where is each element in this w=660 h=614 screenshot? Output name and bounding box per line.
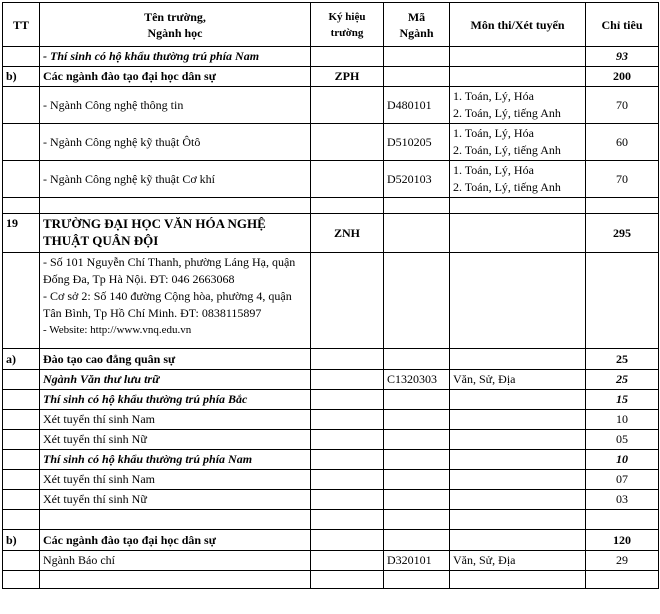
subject-option-1: 1. Toán, Lý, Hóa: [453, 163, 534, 177]
row-quota: 15: [586, 390, 659, 410]
row-major-code: D520103: [384, 161, 450, 198]
header-code-line2: trường: [330, 26, 364, 39]
row-tt: a): [3, 349, 40, 370]
row-subjects: [450, 87, 586, 124]
row-quota: 93: [586, 47, 659, 67]
header-major-line2: Ngành: [399, 25, 434, 40]
table-row: [3, 161, 659, 198]
row-subjects: [450, 161, 586, 198]
row-tt: b): [3, 67, 40, 87]
subject-option-2: 2. Toán, Lý, tiếng Anh: [453, 180, 561, 194]
row-name: - Ngành Công nghệ kỹ thuật Ôtô: [40, 124, 311, 161]
row-major-code: D510205: [384, 124, 450, 161]
row-name: Ngành Báo chí: [40, 551, 311, 571]
header-name-line1: Tên trường,: [144, 9, 206, 24]
row-name: Xét tuyển thí sinh Nam: [40, 470, 311, 490]
row-major-code: C1320303: [384, 370, 450, 390]
row-quota: 70: [586, 161, 659, 198]
row-name: Xét tuyển thí sinh Nữ: [40, 430, 311, 450]
table-row: [3, 450, 659, 470]
table-row: [3, 470, 659, 490]
table-row: [3, 370, 659, 390]
table-row: [3, 490, 659, 510]
row-major-code: D320101: [384, 551, 450, 571]
table-row: [3, 551, 659, 571]
spacer-row: [3, 571, 659, 589]
row-name: Đào tạo cao đẳng quân sự: [40, 349, 311, 370]
row-quota: 70: [586, 87, 659, 124]
row-quota: 07: [586, 470, 659, 490]
row-name: Thí sinh có hộ khẩu thường trú phía Bắc: [40, 390, 311, 410]
row-name: Các ngành đào tạo đại học dân sự: [40, 67, 311, 87]
spacer-row: [3, 510, 659, 530]
row-subjects: Văn, Sử, Địa: [450, 370, 586, 390]
row-name: - Thí sinh có hộ khẩu thường trú phía Nam: [40, 47, 311, 67]
table-row: [3, 390, 659, 410]
subject-option-2: 2. Toán, Lý, tiếng Anh: [453, 143, 561, 157]
row-tt: 19: [3, 214, 40, 253]
address-main: - Số 101 Nguyễn Chí Thanh, phường Láng Hạ, quận Đống Đa, Tp Hà Nội. ĐT: 046 2663068: [43, 255, 296, 286]
website-link[interactable]: - Website: http://www.vnq.edu.vn: [43, 324, 192, 336]
row-major-code: D480101: [384, 87, 450, 124]
school-info-row: [3, 253, 659, 349]
row-tt: b): [3, 530, 40, 551]
table-row: [3, 430, 659, 450]
row-quota: 120: [586, 530, 659, 551]
header-row: [3, 3, 659, 47]
table-row: [3, 47, 659, 67]
row-quota: 29: [586, 551, 659, 571]
row-quota: 10: [586, 450, 659, 470]
row-name: Xét tuyển thí sinh Nữ: [40, 490, 311, 510]
school-title: TRƯỜNG ĐẠI HỌC VĂN HÓA NGHỆ THUẬT QUÂN ĐỘI: [40, 214, 311, 253]
spacer-row: [3, 198, 659, 214]
row-quota: 10: [586, 410, 659, 430]
header-major-line1: Mã: [407, 9, 426, 24]
row-name: - Ngành Công nghệ kỹ thuật Cơ khí: [40, 161, 311, 198]
table-row: [3, 349, 659, 370]
table-row: [3, 410, 659, 430]
header-major-code: [384, 3, 450, 47]
address-campus-2: - Cơ sở 2: Số 140 đường Cộng hòa, phường 4, quận Tân Bình, Tp Hồ Chí Minh. ĐT: 0838115897: [43, 289, 292, 320]
row-name: - Ngành Công nghệ thông tin: [40, 87, 311, 124]
table-row: [3, 67, 659, 87]
row-quota: 25: [586, 370, 659, 390]
row-subjects: Văn, Sử, Địa: [450, 551, 586, 571]
table-row: [3, 124, 659, 161]
header-name: [40, 3, 311, 47]
row-quota: 295: [586, 214, 659, 253]
row-quota: 05: [586, 430, 659, 450]
header-quota: Chỉ tiêu: [586, 3, 659, 47]
admissions-table: [2, 2, 659, 589]
school-contact: [40, 253, 311, 349]
header-name-line2: Ngành học: [147, 25, 203, 40]
header-code-line1: Ký hiệu: [328, 10, 366, 23]
row-quota: 60: [586, 124, 659, 161]
row-quota: 25: [586, 349, 659, 370]
header-subjects: Môn thi/Xét tuyển: [450, 3, 586, 47]
subject-option-2: 2. Toán, Lý, tiếng Anh: [453, 106, 561, 120]
table-row: [3, 87, 659, 124]
row-name: Xét tuyển thí sinh Nam: [40, 410, 311, 430]
row-subjects: [450, 124, 586, 161]
subject-option-1: 1. Toán, Lý, Hóa: [453, 89, 534, 103]
header-school-code: [311, 3, 384, 47]
header-tt: TT: [3, 3, 40, 47]
row-school-code: ZPH: [311, 67, 384, 87]
table-row: [3, 214, 659, 253]
row-name: Ngành Văn thư lưu trữ: [40, 370, 311, 390]
row-school-code: ZNH: [311, 214, 384, 253]
row-quota: 03: [586, 490, 659, 510]
row-quota: 200: [586, 67, 659, 87]
row-name: Thí sinh có hộ khẩu thường trú phía Nam: [40, 450, 311, 470]
subject-option-1: 1. Toán, Lý, Hóa: [453, 126, 534, 140]
row-name: Các ngành đào tạo đại học dân sự: [40, 530, 311, 551]
table-row: [3, 530, 659, 551]
